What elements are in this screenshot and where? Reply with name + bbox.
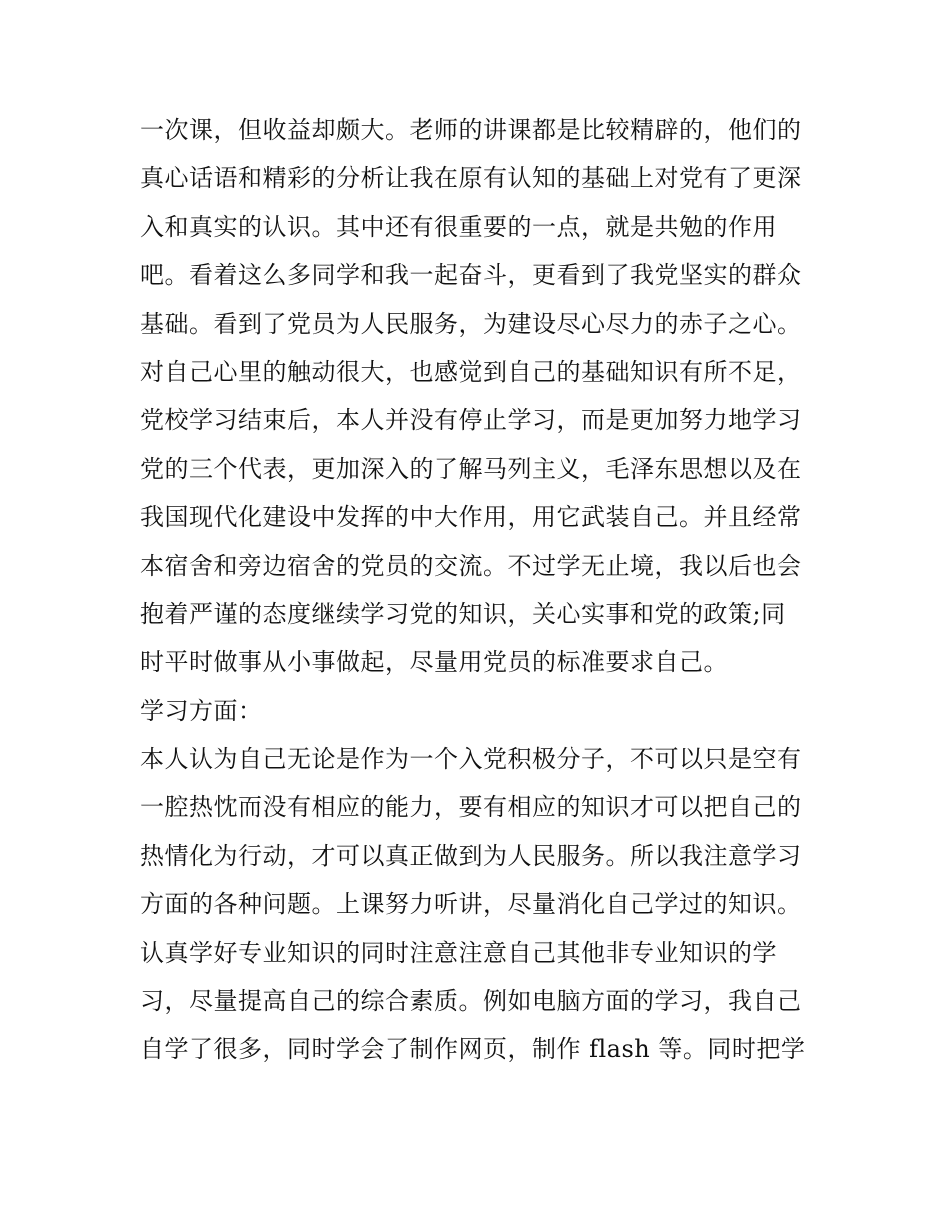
text-line: 我国现代化建设中发挥的中大作用，用它武装自己。并且经常 xyxy=(140,503,802,532)
text-line: 一腔热忱而没有相应的能力，要有相应的知识才可以把自己的 xyxy=(140,793,802,822)
text-line: 真心话语和精彩的分析让我在原有认知的基础上对党有了更深 xyxy=(140,164,802,193)
body-text xyxy=(140,106,820,1074)
text-line: 入和真实的认识。其中还有很重要的一点，就是共勉的作用 xyxy=(140,212,777,241)
text-line: 对自己心里的触动很大，也感觉到自己的基础知识有所不足， xyxy=(140,357,802,386)
section-heading: 学习方面： xyxy=(140,696,263,725)
text-line: 自学了很多，同时学会了制作网页，制作 flash 等。同时把学 xyxy=(140,1035,806,1064)
text-line: 热情化为行动，才可以真正做到为人民服务。所以我注意学习 xyxy=(140,841,802,870)
text-line: 时平时做事从小事做起，尽量用党员的标准要求自己。 xyxy=(140,648,728,677)
text-line: 抱着严谨的态度继续学习党的知识，关心实事和党的政策;同 xyxy=(140,599,786,628)
text-line: 本宿舍和旁边宿舍的党员的交流。不过学无止境，我以后也会 xyxy=(140,551,802,580)
text-line: 本人认为自己无论是作为一个入党积极分子，不可以只是空有 xyxy=(140,745,802,774)
text-line: 党校学习结束后，本人并没有停止学习，而是更加努力地学习 xyxy=(140,406,802,435)
text-line: 一次课，但收益却颇大。老师的讲课都是比较精辟的，他们的 xyxy=(140,116,802,144)
text-line: 认真学好专业知识的同时注意注意自己其他非专业知识的学 xyxy=(140,938,777,967)
text-line: 吧。看着这么多同学和我一起奋斗，更看到了我党坚实的群众 xyxy=(140,261,802,290)
text-line: 党的三个代表，更加深入的了解马列主义，毛泽东思想以及在 xyxy=(140,454,802,483)
text-line: 方面的各种问题。上课努力听讲，尽量消化自己学过的知识。 xyxy=(140,890,802,919)
text-line: 习，尽量提高自己的综合素质。例如电脑方面的学习，我自己 xyxy=(140,987,802,1016)
text-line: 基础。看到了党员为人民服务，为建设尽心尽力的赤子之心。 xyxy=(140,309,802,338)
